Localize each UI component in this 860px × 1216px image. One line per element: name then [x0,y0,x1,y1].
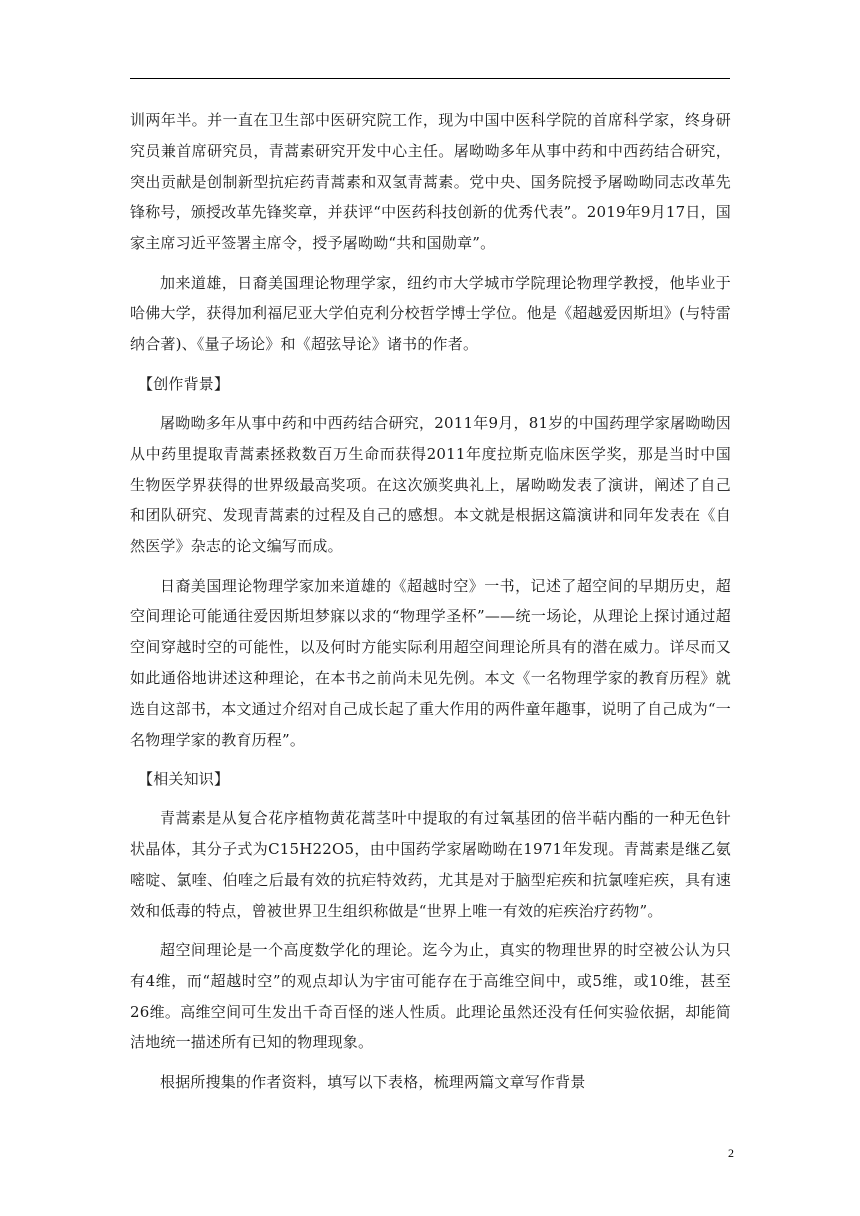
page-number: 2 [728,1146,734,1160]
paragraph-background-hyperspace: 日裔美国理论物理学家加来道雄的《超越时空》一书，记述了超空间的早期历史，超空间理论可能通往爱因斯坦梦寐以求的“物理学圣杯”——统一场论，从理论上探讨通过超空间穿越时空的可能性，以及何时方能实际利用超空间理论所具有的潜在威力。详尽而又如此通俗地讲述这种理论，在本书之前尚未见先例。本文《一名物理学家的教育历程》就选自这部书，本文通过介绍对自己成长起了重大作用的两件童年趣事，说明了自己成为“一名物理学家的教育历程”。 [130,576,731,749]
section-heading-background: 【创作背景】 [138,374,230,393]
paragraph-artemisinin: 青蒿素是从复合花序植物黄花蒿茎叶中提取的有过氧基团的倍半萜内酯的一种无色针状晶体，其分子式为C15H22O5，由中国药学家屠呦呦在1971年发现。青蒿素是继乙氨嘧啶、氯喹、伯喹之后最有效的抗疟特效药，尤其是对于脑型疟疾和抗氯喹疟疾，具有速效和低毒的特点，曾被世界卫生组织称做是“世界上唯一有效的疟疾治疗药物”。 [130,809,731,920]
paragraph-michio-kaku-bio: 加来道雄，日裔美国理论物理学家，纽约市大学城市学院理论物理学教授，他毕业于哈佛大学，获得加利福尼亚大学伯克利分校哲学博士学位。他是《超越爱因斯坦》(与特雷纳合著)、《量子场论》和《超弦导论》诸书的作者。 [130,273,731,354]
paragraph-hyperspace-theory: 超空间理论是一个高度数学化的理论。迄今为止，真实的物理世界的时空被公认为只有4维，而“超越时空”的观点却认为宇宙可能存在于高维空间中，或5维，或10维，甚至26维。高维空间可生发出千奇百怪的迷人性质。此理论虽然还没有任何实验依据，却能简洁地统一描述所有已知的物理现象。 [130,941,731,1052]
paragraph-tu-youyou-bio-continued: 训两年半。并一直在卫生部中医研究院工作，现为中国中医科学院的首席科学家，终身研究员兼首席研究员，青蒿素研究开发中心主任。屠呦呦多年从事中药和中西药结合研究，突出贡献是创制新型抗疟药青蒿素和双氢青蒿素。党中央、国务院授予屠呦呦同志改革先锋称号，颁授改革先锋奖章，并获评“中医药科技创新的优秀代表”。2019年9月17日，国家主席习近平签署主席令，授予屠呦呦“共和国勋章”。 [130,111,731,253]
header-rule [130,78,730,79]
paragraph-task-instruction: 根据所搜集的作者资料，填写以下表格，梳理两篇文章写作背景 [160,1072,586,1091]
section-heading-related-knowledge: 【相关知识】 [138,769,230,788]
paragraph-background-tu-youyou: 屠呦呦多年从事中药和中西药结合研究，2011年9月，81岁的中国药理学家屠呦呦因从中药里提取青蒿素拯救数百万生命而获得2011年度拉斯克临床医学奖，那是当时中国生物医学界获得的世界级最高奖项。在这次颁奖典礼上，屠呦呦发表了演讲，阐述了自己和团队研究、发现青蒿素的过程及自己的感想。本文就是根据这篇演讲和同年发表在《自然医学》杂志的论文编写而成。 [130,413,731,556]
body-text [130,105,731,1106]
